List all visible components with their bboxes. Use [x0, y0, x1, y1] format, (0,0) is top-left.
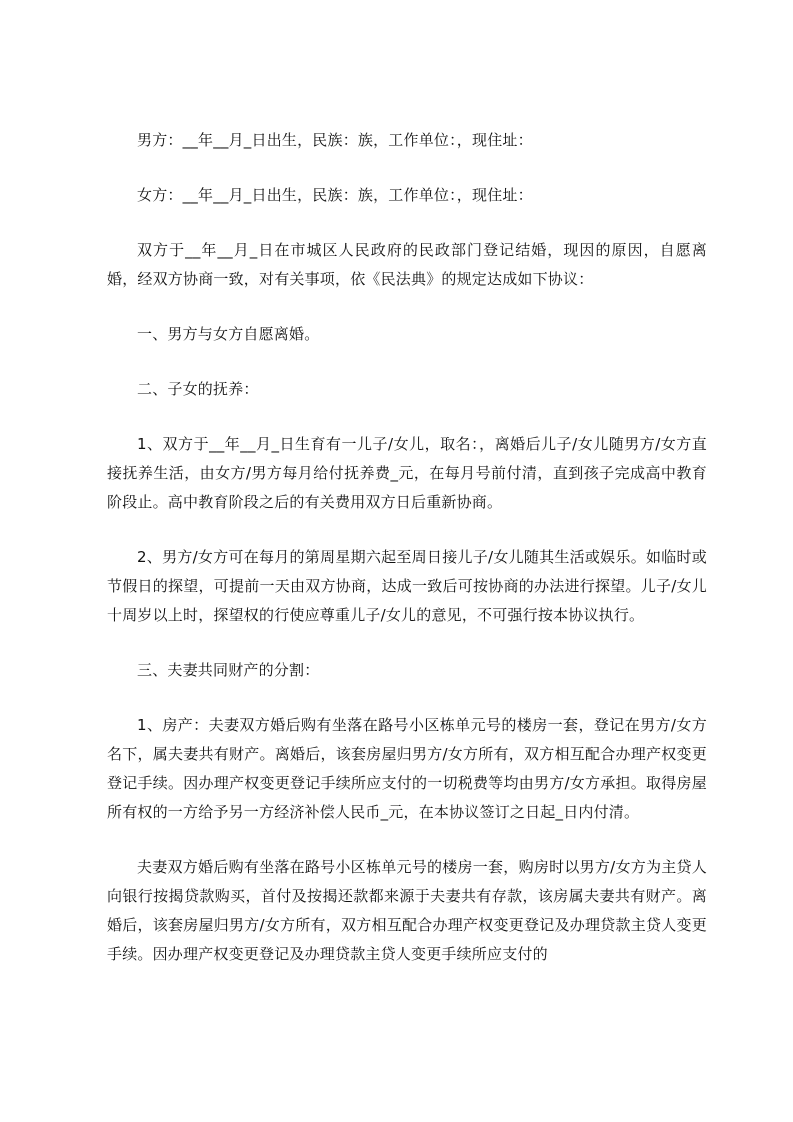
clause-2-item-1: 1、双方于__年__月_日生育有一儿子/女儿，取名：，离婚后儿子/女儿随男方/女方直接抚养生活，由女方/男方每月给付抚养费_元，在每月号前付清，直到孩子完成高中教育阶段止。高中教育阶段之后的有关费用双方日后重新协商。 — [107, 435, 707, 511]
clause-2-item-2: 2、男方/女方可在每月的第周星期六起至周日接儿子/女儿随其生活或娱乐。如临时或节假日的探望，可提前一天由双方协商，达成一致后可按协商的办法进行探望。儿子/女儿十周岁以上时，探望权的行使应尊重儿子/女儿的意见，不可强行按本协议执行。 — [107, 548, 707, 624]
clause-3-item-1-property: 1、房产：夫妻双方婚后购有坐落在路号小区栋单元号的楼房一套，登记在男方/女方名下，属夫妻共有财产。离婚后，该套房屋归男方/女方所有，双方相互配合办理产权变更登记手续。因办理产权变更登记手续所应支付的一切税费等均由男方/女方承担。取得房屋所有权的一方给予另一方经济补偿人民币_元，在本协议签订之日起_日内付清。 — [107, 716, 707, 821]
clause-2-heading: 二、子女的抚养： — [137, 380, 259, 398]
party-female-info: 女方：__年__月_日出生，民族：族，工作单位：，现住址： — [137, 186, 533, 204]
party-male-info: 男方：__年__月_日出生，民族：族，工作单位：，现住址： — [137, 131, 533, 149]
clause-1-divorce: 一、男方与女方自愿离婚。 — [137, 325, 320, 343]
clause-3-mortgage-property: 夫妻双方婚后购有坐落在路号小区栋单元号的楼房一套，购房时以男方/女方为主贷人向银行按揭贷款购买，首付及按揭还款都来源于夫妻共有存款，该房属夫妻共有财产。离婚后，该套房屋归男方/女方所有，双方相互配合办理产权变更登记及办理贷款主贷人变更手续。因办理产权变更登记及办理贷款主贷人变更手续所应支付的 — [107, 858, 707, 963]
document-body — [107, 126, 707, 969]
marriage-statement: 双方于__年__月_日在市城区人民政府的民政部门登记结婚，现因的原因，自愿离婚，经双方协商一致，对有关事项，依《民法典》的规定达成如下协议： — [107, 241, 707, 288]
clause-3-heading: 三、夫妻共同财产的分割： — [137, 661, 320, 679]
